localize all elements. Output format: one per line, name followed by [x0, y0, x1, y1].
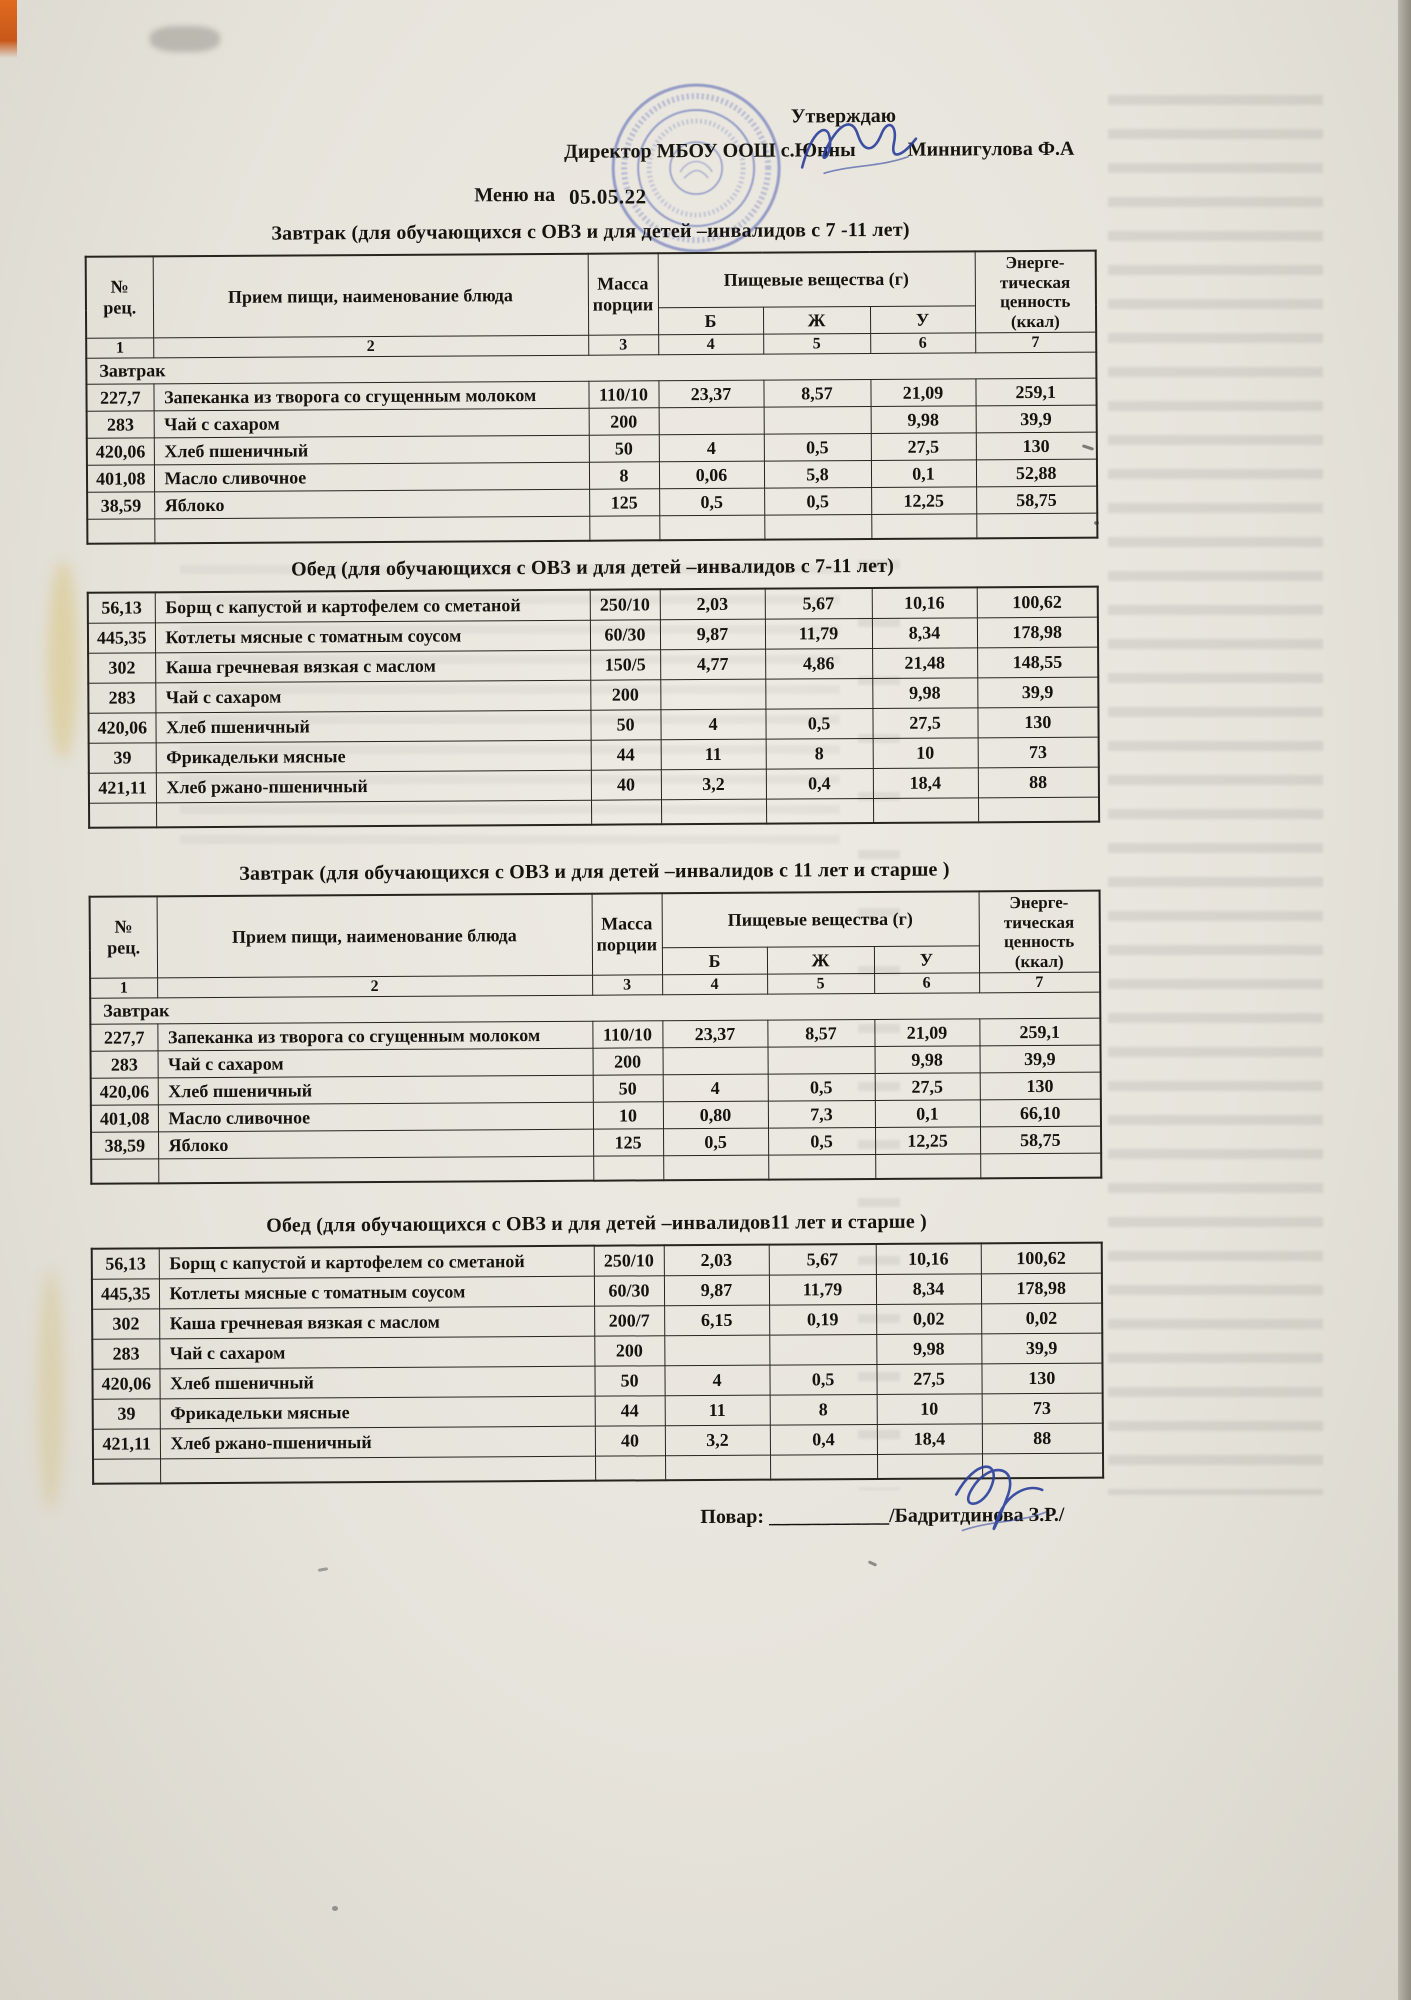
table-cell: 39,9 — [980, 1045, 1101, 1073]
table-cell: 125 — [593, 1129, 663, 1156]
table-cell: 0,02 — [876, 1303, 981, 1334]
table-cell: Масло сливочное — [158, 1102, 593, 1132]
table-cell: 88 — [982, 1423, 1103, 1454]
table-cell: 27,5 — [875, 1073, 980, 1101]
table-cell: 10,16 — [872, 587, 977, 618]
table-cell — [87, 519, 154, 544]
table-cell: 39 — [93, 1398, 160, 1428]
index-cell: 3 — [588, 335, 658, 355]
table-cell: 27,5 — [872, 707, 977, 738]
table-cell: 4,86 — [765, 648, 872, 679]
table-cell: 60/30 — [594, 1275, 664, 1305]
table-cell: 259,1 — [979, 1018, 1100, 1046]
table-cell: Чай с сахаром — [159, 1336, 594, 1369]
table-cell: 4 — [663, 1074, 768, 1102]
table-cell: 66,10 — [980, 1099, 1101, 1127]
table-cell: 9,98 — [872, 677, 977, 708]
table-cell: 0,5 — [764, 488, 871, 516]
table-cell: 302 — [92, 1308, 159, 1338]
table-cell: Котлеты мясные с томатным соусом — [159, 1276, 594, 1309]
col-header-fat: Ж — [767, 946, 874, 974]
col-header-protein: Б — [658, 307, 763, 335]
table-cell — [766, 798, 873, 823]
table-cell: 21,09 — [870, 379, 975, 407]
table-cell: 12,25 — [875, 1127, 980, 1155]
menu-table — [89, 890, 1103, 1185]
index-cell: 5 — [763, 334, 870, 355]
table-cell: 445,35 — [92, 1278, 159, 1308]
table-cell: 11 — [661, 739, 766, 770]
table-cell: 259,1 — [975, 378, 1096, 406]
empty-row — [87, 513, 1097, 544]
table-cell: 9,87 — [664, 1275, 769, 1306]
table-cell: 10 — [593, 1102, 663, 1129]
index-cell: 1 — [86, 338, 153, 358]
table-cell: 178,98 — [981, 1273, 1102, 1304]
table-cell: 10 — [877, 1393, 982, 1424]
index-cell: 7 — [979, 972, 1100, 993]
table-cell: Каша гречневая вязкая с маслом — [155, 650, 590, 683]
index-cell: 2 — [157, 975, 592, 998]
col-header-nutrients: Пищевые вещества (г) — [662, 891, 979, 947]
table-cell: 178,98 — [977, 617, 1098, 648]
table-cell: 100,62 — [981, 1243, 1102, 1274]
index-cell: 7 — [975, 332, 1096, 353]
table-cell: 40 — [595, 1425, 665, 1455]
table-cell: 11,79 — [765, 618, 872, 649]
table-cell: 200/7 — [594, 1305, 664, 1335]
table-cell: 420,06 — [91, 1078, 158, 1105]
table-cell: 110/10 — [588, 381, 658, 408]
table-cell: Масло сливочное — [154, 462, 589, 492]
group-label: Завтрак — [90, 992, 1100, 1024]
table-cell — [589, 516, 659, 541]
col-header-mass: Масса порции — [592, 893, 662, 975]
menu-table — [91, 1242, 1104, 1485]
table-cell: 0,4 — [766, 768, 873, 799]
cook-name: /Бадритдинова З.Р./ — [888, 1503, 1065, 1527]
table-cell: 8 — [770, 1394, 877, 1425]
menu-table — [85, 250, 1099, 545]
table-cell: 420,06 — [87, 438, 154, 465]
table-cell: 9,87 — [660, 619, 765, 650]
table-cell: 130 — [977, 707, 1098, 738]
table-cell: 130 — [976, 432, 1097, 460]
group-label: Завтрак — [86, 352, 1096, 384]
index-cell: 3 — [592, 975, 662, 995]
table-cell: 18,4 — [873, 767, 978, 798]
table-cell: Чай с сахаром — [154, 408, 589, 438]
col-header-rec-no: № рец. — [86, 256, 153, 338]
table-cell: 39,9 — [977, 677, 1098, 708]
table-cell: 250/10 — [590, 589, 660, 619]
table-cell: 200 — [593, 1048, 663, 1075]
table-cell: 50 — [593, 1075, 663, 1102]
table-cell: 88 — [978, 767, 1099, 798]
table-cell: 21,09 — [874, 1019, 979, 1047]
table-cell — [591, 799, 661, 824]
table-cell: 38,59 — [91, 1132, 158, 1159]
table-cell — [89, 802, 156, 827]
table-cell: 0,06 — [659, 461, 764, 489]
table-cell — [976, 513, 1097, 538]
table-cell: 50 — [589, 435, 659, 462]
table-cell: 23,37 — [658, 380, 763, 408]
table-cell: 421,11 — [93, 1428, 160, 1458]
section-title: Обед (для обучающихся с ОВЗ и для детей –инвалидов11 лет и старше ) — [266, 1210, 928, 1237]
index-cell: 6 — [870, 333, 975, 354]
table-cell: 44 — [595, 1395, 665, 1425]
table-cell: 148,55 — [977, 647, 1098, 678]
table-cell: 110/10 — [592, 1021, 662, 1048]
table-cell: Яблоко — [158, 1129, 593, 1159]
col-header-fat: Ж — [763, 306, 870, 334]
table-cell: 0,5 — [663, 1128, 768, 1156]
table-cell: 200 — [594, 1335, 664, 1365]
table-cell: 8,57 — [767, 1020, 874, 1048]
table-cell: 4 — [660, 709, 765, 740]
table-cell: 0,1 — [871, 460, 976, 488]
table-cell — [765, 678, 872, 709]
table-cell: 2,03 — [664, 1245, 769, 1276]
table-cell — [160, 1456, 595, 1483]
table-cell: 283 — [92, 1338, 159, 1368]
table-cell — [93, 1458, 160, 1483]
table-cell: 38,59 — [87, 492, 154, 519]
table-cell: 125 — [589, 489, 659, 516]
col-header-rec-no: № рец. — [90, 896, 157, 978]
table-cell: Хлеб пшеничный — [154, 435, 589, 465]
table-cell — [770, 1454, 877, 1479]
cook-signature-icon — [942, 1450, 1063, 1561]
col-header-energy: Энерге- тическая ценность (ккал) — [979, 891, 1100, 973]
table-cell: 23,37 — [662, 1020, 767, 1048]
table-cell: 9,98 — [876, 1333, 981, 1364]
table-cell: 39 — [89, 742, 156, 772]
table-cell: 150/5 — [590, 649, 660, 679]
table-cell: 0,5 — [768, 1074, 875, 1102]
table-cell — [871, 514, 976, 539]
index-cell: 1 — [90, 978, 157, 998]
table-cell: Чай с сахаром — [158, 1048, 593, 1078]
col-header-protein: Б — [662, 947, 767, 975]
col-header-carbs: У — [874, 946, 979, 974]
table-cell: 11,79 — [769, 1274, 876, 1305]
table-cell: 4 — [659, 434, 764, 462]
table-cell: 7,3 — [768, 1101, 875, 1129]
table-cell: Чай с сахаром — [155, 680, 590, 713]
director-line-prefix: Директор МБОУ ООШ с.Юнны — [563, 139, 856, 163]
table-cell: 8 — [766, 738, 873, 769]
table-cell — [978, 797, 1099, 822]
table-cell: 10 — [873, 737, 978, 768]
table-cell: Хлеб пшеничный — [158, 1075, 593, 1105]
table-cell: 58,75 — [980, 1126, 1101, 1154]
table-cell: 401,08 — [91, 1105, 158, 1132]
table-cell: 130 — [981, 1363, 1102, 1394]
table-cell — [764, 407, 871, 435]
menu-label: Меню на — [474, 183, 556, 207]
index-cell: 4 — [662, 974, 767, 995]
table-cell: 2,03 — [660, 589, 765, 620]
table-cell — [156, 800, 591, 827]
table-cell: 8,57 — [763, 380, 870, 408]
table-cell: 420,06 — [92, 1368, 159, 1398]
col-header-dish: Прием пищи, наименование блюда — [157, 894, 592, 978]
table-cell: Яблоко — [154, 489, 589, 519]
table-cell: 0,02 — [981, 1303, 1102, 1334]
index-cell: 5 — [767, 974, 874, 995]
table-cell: 0,5 — [769, 1364, 876, 1395]
cook-label: Повар: — [700, 1505, 765, 1529]
table-cell: 0,80 — [663, 1101, 768, 1129]
section-title: Обед (для обучающихся с ОВЗ и для детей –инвалидов с 7-11 лет) — [291, 554, 895, 581]
table-cell — [664, 1335, 769, 1366]
empty-row — [91, 1153, 1101, 1184]
table-cell: 3,2 — [665, 1425, 770, 1456]
table-cell — [158, 1156, 593, 1183]
table-cell: 39,9 — [976, 405, 1097, 433]
section-breakfast-11-up — [88, 858, 1102, 1185]
table-cell: 0,4 — [770, 1424, 877, 1455]
menu-title — [474, 181, 646, 207]
table-cell: 0,19 — [769, 1304, 876, 1335]
director-signature-icon — [794, 109, 924, 190]
table-cell: 39,9 — [981, 1333, 1102, 1364]
table-cell: Запеканка из творога со сгущенным молоком — [157, 1021, 592, 1051]
col-header-carbs: У — [870, 306, 975, 334]
cook-underline: ____________ — [763, 1504, 890, 1528]
index-cell: 2 — [153, 335, 588, 358]
table-cell: 227,7 — [86, 384, 153, 411]
index-cell: 4 — [658, 334, 763, 355]
table-cell: 200 — [590, 679, 660, 709]
menu-date: 05.05.22 — [569, 184, 647, 209]
table-cell: Фрикадельки мясные — [160, 1396, 595, 1429]
table-cell — [91, 1159, 158, 1184]
table-cell — [768, 1047, 875, 1075]
table-cell: 73 — [978, 737, 1099, 768]
table-cell: Котлеты мясные с томатным соусом — [155, 620, 590, 653]
director-name: Миннигулова Ф.А — [907, 137, 1075, 161]
table-cell: 27,5 — [871, 433, 976, 461]
table-cell: 9,98 — [871, 406, 976, 434]
table-cell: Запеканка из творога со сгущенным молоком — [153, 381, 588, 411]
section-title: Завтрак (для обучающихся с ОВЗ и для детей –инвалидов с 7 -11 лет) — [271, 218, 910, 245]
section-lunch-11-up — [91, 1210, 1105, 1485]
table-cell: 8,34 — [872, 617, 977, 648]
table-cell: 12,25 — [871, 487, 976, 515]
table-cell — [873, 797, 978, 822]
table-cell: 8,34 — [876, 1273, 981, 1304]
table-cell — [663, 1047, 768, 1075]
col-header-dish: Прием пищи, наименование блюда — [153, 254, 588, 338]
table-cell: 50 — [594, 1365, 664, 1395]
table-cell: 21,48 — [872, 647, 977, 678]
table-cell: 8 — [589, 462, 659, 489]
table-cell: 6,15 — [664, 1305, 769, 1336]
col-header-nutrients: Пищевые вещества (г) — [658, 251, 975, 307]
table-cell: Хлеб пшеничный — [159, 1366, 594, 1399]
empty-row — [89, 797, 1099, 828]
table-cell: 401,08 — [87, 465, 154, 492]
table-cell: 58,75 — [976, 486, 1097, 514]
table-cell — [764, 515, 871, 540]
table-cell: Борщ с капустой и картофелем со сметаной — [155, 590, 590, 623]
table-cell: 4 — [664, 1365, 769, 1396]
table-cell: 5,67 — [765, 588, 872, 619]
table-cell — [665, 1455, 770, 1480]
index-cell: 6 — [874, 973, 979, 994]
table-cell: 73 — [982, 1393, 1103, 1424]
table-cell: 0,5 — [659, 488, 764, 516]
table-cell: 250/10 — [594, 1245, 664, 1275]
table-cell: 56,13 — [92, 1248, 159, 1278]
section-title: Завтрак (для обучающихся с ОВЗ и для детей –инвалидов с 11 лет и старше ) — [239, 858, 950, 885]
table-cell: 283 — [88, 682, 155, 712]
table-cell: 56,13 — [88, 592, 155, 622]
table-cell — [154, 516, 589, 543]
table-cell: Каша гречневая вязкая с маслом — [159, 1306, 594, 1339]
table-cell: Хлеб пшеничный — [155, 710, 590, 743]
table-cell — [769, 1334, 876, 1365]
table-cell: 283 — [91, 1051, 158, 1078]
table-cell — [663, 1155, 768, 1180]
table-cell: 18,4 — [877, 1423, 982, 1454]
table-cell: 52,88 — [976, 459, 1097, 487]
table-cell: 40 — [591, 769, 661, 799]
table-cell: 5,8 — [764, 461, 871, 489]
table-cell: 0,1 — [875, 1100, 980, 1128]
table-cell: 302 — [88, 652, 155, 682]
table-cell: 0,5 — [764, 434, 871, 462]
section-lunch-7-11 — [87, 554, 1101, 829]
table-cell: 100,62 — [977, 587, 1098, 618]
table-cell: 4,77 — [660, 649, 765, 680]
table-cell — [659, 515, 764, 540]
table-cell: 3,2 — [661, 769, 766, 800]
table-cell — [593, 1156, 663, 1181]
table-cell: Борщ с капустой и картофелем со сметаной — [159, 1246, 594, 1279]
table-cell: 420,06 — [88, 712, 155, 742]
table-cell: 60/30 — [590, 619, 660, 649]
table-cell — [595, 1455, 665, 1480]
table-cell: 44 — [591, 739, 661, 769]
table-cell: 421,11 — [89, 772, 156, 802]
table-cell: Фрикадельки мясные — [156, 740, 591, 773]
table-cell: 9,98 — [875, 1046, 980, 1074]
menu-table — [87, 586, 1100, 829]
table-cell: 283 — [87, 411, 154, 438]
table-cell: 50 — [590, 709, 660, 739]
col-header-mass: Масса порции — [588, 253, 658, 335]
col-header-energy: Энерге- тическая ценность (ккал) — [975, 251, 1096, 333]
table-cell: 200 — [589, 408, 659, 435]
table-cell — [768, 1155, 875, 1180]
table-cell: Хлеб ржано-пшеничный — [156, 770, 591, 803]
table-cell: 5,67 — [769, 1244, 876, 1275]
table-cell: 227,7 — [90, 1024, 157, 1051]
approve-label: Утверждаю — [790, 104, 897, 128]
table-cell — [980, 1153, 1101, 1178]
table-cell — [661, 799, 766, 824]
table-cell — [659, 407, 764, 435]
table-cell: 445,35 — [88, 622, 155, 652]
table-cell — [875, 1154, 980, 1179]
table-cell: 10,16 — [876, 1243, 981, 1274]
section-breakfast-7-11 — [84, 218, 1098, 545]
table-cell: 130 — [980, 1072, 1101, 1100]
table-cell: 0,5 — [765, 708, 872, 739]
table-cell — [660, 679, 765, 710]
table-cell: 27,5 — [876, 1363, 981, 1394]
table-cell: 0,5 — [768, 1128, 875, 1156]
table-cell: Хлеб ржано-пшеничный — [160, 1426, 595, 1459]
table-cell: 11 — [665, 1395, 770, 1426]
